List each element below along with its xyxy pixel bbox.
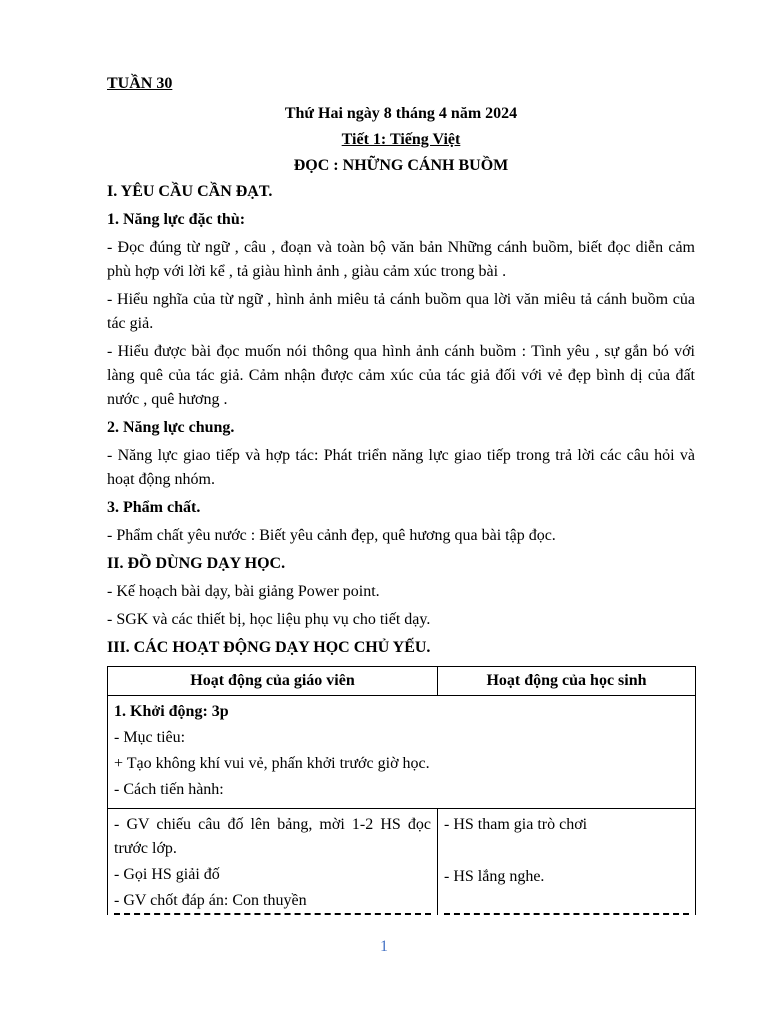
teacher-column-header: Hoạt động của giáo viên xyxy=(108,667,438,696)
paragraph: - Hiểu được bài đọc muốn nói thông qua hình ảnh cánh buồm : Tình yêu , sự gắn bó với làng quê của tác giả. Cảm nhận được cảm xúc của tác giả đối với vẻ đẹp bình dị của đất nước , quê hương . xyxy=(107,343,695,408)
lesson-title: ĐỌC : NHỮNG CÁNH BUỒM xyxy=(293,157,509,174)
teacher-activity: - GV chiếu câu đố lên bảng, mời 1-2 HS đọc trước lớp. xyxy=(114,816,431,857)
dashed-divider xyxy=(114,913,431,915)
document-page xyxy=(107,72,695,915)
table-row xyxy=(108,809,696,916)
table-row xyxy=(108,696,696,809)
section-1-heading: I. YÊU CẦU CẦN ĐẠT. xyxy=(107,183,273,200)
section-2-heading: II. ĐỒ DÙNG DẠY HỌC. xyxy=(107,555,286,572)
student-activity: - HS lắng nghe. xyxy=(444,868,545,885)
paragraph: - SGK và các thiết bị, học liệu phụ vụ cho tiết dạy. xyxy=(107,611,431,628)
subheading-qualities: 3. Phẩm chất. xyxy=(107,499,201,516)
period-line: Tiết 1: Tiếng Việt xyxy=(341,131,461,148)
warmup-line: + Tạo không khí vui vẻ, phấn khởi trước giờ học. xyxy=(114,755,430,772)
teacher-activity: - GV chốt đáp án: Con thuyền xyxy=(114,892,307,909)
paragraph: - Phẩm chất yêu nước : Biết yêu cảnh đẹp, quê hương qua bài tập đọc. xyxy=(107,527,556,544)
subheading-general-competence: 2. Năng lực chung. xyxy=(107,419,235,436)
page-number: 1 xyxy=(380,938,388,955)
section-3-heading: III. CÁC HOẠT ĐỘNG DẠY HỌC CHỦ YẾU. xyxy=(107,639,431,656)
paragraph: - Kế hoạch bài dạy, bài giảng Power point. xyxy=(107,583,380,600)
subheading-specific-competence: 1. Năng lực đặc thù: xyxy=(107,211,246,228)
teacher-activity: - Gọi HS giải đố xyxy=(114,866,220,883)
paragraph: - Năng lực giao tiếp và hợp tác: Phát triển năng lực giao tiếp trong trả lời các câu hỏi và hoạt động nhóm. xyxy=(107,447,695,488)
student-column-header: Hoạt động của học sinh xyxy=(438,667,696,696)
warmup-line: - Cách tiến hành: xyxy=(114,781,224,798)
paragraph: - Hiểu nghĩa của từ ngữ , hình ảnh miêu tả cánh buồm qua lời văn miêu tả cánh buồm của tác giả. xyxy=(107,291,695,332)
date-line: Thứ Hai ngày 8 tháng 4 năm 2024 xyxy=(284,105,518,122)
warmup-title: 1. Khởi động: 3p xyxy=(114,703,229,720)
student-activity: - HS tham gia trò chơi xyxy=(444,816,588,833)
week-label: TUẦN 30 xyxy=(107,75,173,92)
activities-table xyxy=(107,666,696,915)
warmup-line: - Mục tiêu: xyxy=(114,729,186,746)
dashed-divider xyxy=(444,913,689,915)
table-header-row xyxy=(108,667,696,696)
paragraph: - Đọc đúng từ ngữ , câu , đoạn và toàn bộ văn bản Những cánh buồm, biết đọc diễn cảm phù hợp với lời kể , tả giàu hình ảnh , giàu cảm xúc trong bài . xyxy=(107,239,695,280)
